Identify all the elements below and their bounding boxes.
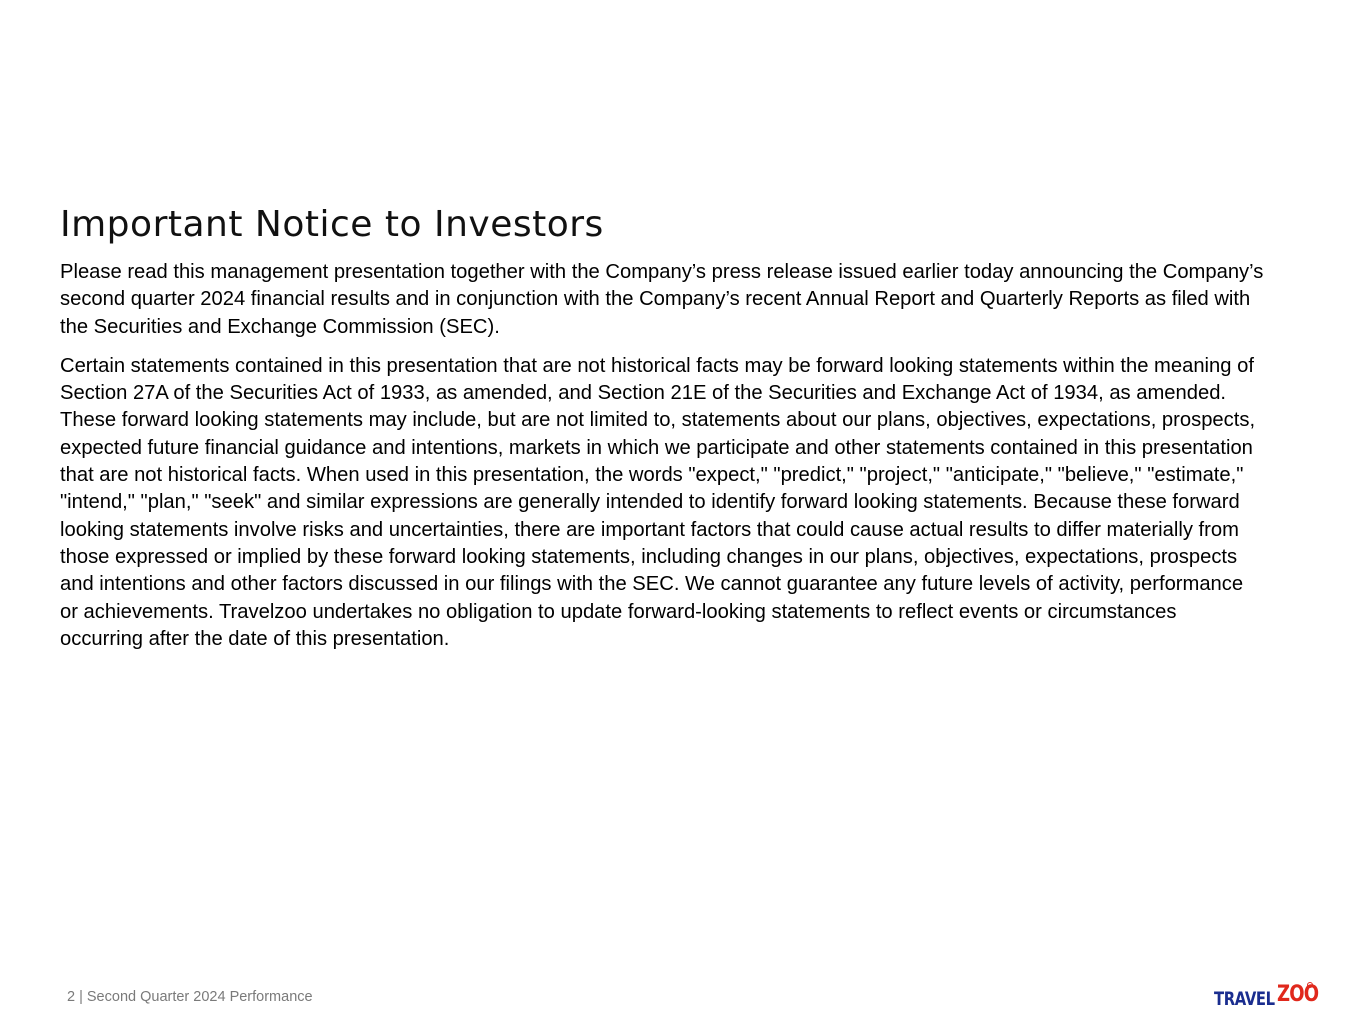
registered-mark-icon — [1307, 982, 1313, 988]
logo-zoo-text: ZOO — [1276, 982, 1319, 1007]
notice-paragraph-forward-looking: Certain statements contained in this presentation that are not historical facts may be forward looking statements within the meaning of Section 27A of the Securities Act of 1933, as amended, and Section 21E of the Securities and Exchange Act of 1934, as amended. These forward looking statements may include, but are not limited to, statements about our plans, objectives, expectations, prospects, expected future financial guidance and intentions, markets in which we participate and other statements contained in this presentation that are not historical facts. When used in this presentation, the words "expect," "predict," "project," "anticipate," "believe," "estimate," "intend," "plan," "seek" and similar expressions are generally intended to identify forward looking statements. Because these forward looking statements involve risks and uncertainties, there are important factors that could cause actual results to differ materially from those expressed or implied by these forward looking statements, including changes in our plans, objectives, expectations, prospects and intentions and other factors discussed in our filings with the SEC. We cannot guarantee any future levels of activity, performance or achievements. Travelzoo undertakes no obligation to update forward-looking statements to reflect events or circumstances occurring after the date of this presentation. — [60, 354, 1256, 650]
footer-page-info: 2 | Second Quarter 2024 Performance — [67, 989, 313, 1005]
page-title: Important Notice to Investors — [60, 204, 604, 245]
logo-travel-text: TRAVEL — [1214, 988, 1275, 1010]
notice-body — [60, 259, 1265, 653]
notice-paragraph-press-release: Please read this management presentation together with the Company’s press release issued earlier today announcing the Company’s second quarter 2024 financial results and in conjunction with the Company’s recent Annual Report and Quarterly Reports as filed with the Securities and Exchange Commission (SEC). — [60, 261, 1264, 338]
travelzoo-logo — [1214, 979, 1319, 1010]
